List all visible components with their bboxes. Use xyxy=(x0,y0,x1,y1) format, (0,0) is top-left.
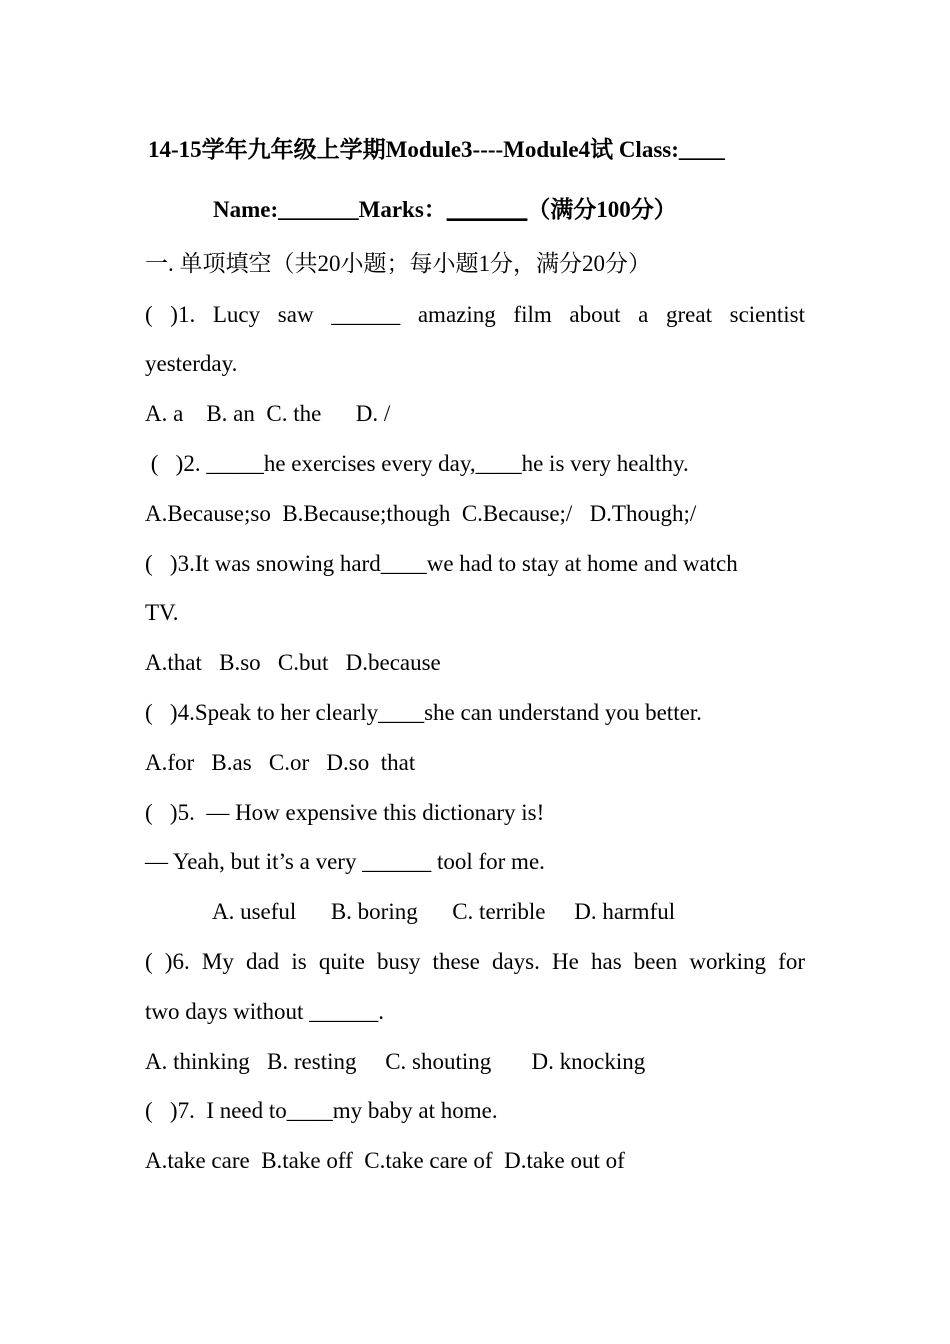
question-2-options: A.Because;so B.Because;though C.Because;/ D.Though;/ xyxy=(145,501,697,526)
question-1-stem-cont: yesterday. xyxy=(145,351,238,376)
question-4-stem: ( )4.Speak to her clearly____she can understand you better. xyxy=(145,700,702,725)
question-1-stem: ( )1. Lucy saw ______ amazing film about a great scientist xyxy=(145,302,805,327)
question-3-stem: ( )3.It was snowing hard____we had to stay at home and watch xyxy=(145,551,738,576)
section-heading: 一. 单项填空（共20小题；每小题1分，满分20分） xyxy=(145,251,651,276)
question-7-options: A.take care B.take off C.take care of D.take out of xyxy=(145,1148,625,1173)
question-6-options: A. thinking B. resting C. shouting D. knocking xyxy=(145,1049,646,1074)
question-5-stem: ( )5. — How expensive this dictionary is! xyxy=(145,800,545,825)
full-score: （满分100分） xyxy=(527,197,677,222)
question-3-options: A.that B.so C.but D.because xyxy=(145,650,441,675)
question-1-options: A. a B. an C. the D. / xyxy=(145,401,391,426)
title-line1: 14-15学年九年级上学期Module3----Module4试 Class:____ xyxy=(148,137,725,162)
exam-title xyxy=(148,136,808,164)
question-3-stem-cont: TV. xyxy=(145,600,179,625)
question-5-options: A. useful B. boring C. terrible D. harmful xyxy=(212,899,676,924)
question-5-stem-cont: — Yeah, but it’s a very ______ tool for me. xyxy=(145,849,545,874)
question-2-stem: ( )2. _____he exercises every day,____he is very healthy. xyxy=(145,451,689,476)
question-6-stem: ( )6. My dad is quite busy these days. He has been working for xyxy=(145,949,805,974)
name-marks-line xyxy=(213,196,873,224)
question-6-stem-cont: two days without ______. xyxy=(145,999,384,1024)
question-4-options: A.for B.as C.or D.so that xyxy=(145,750,416,775)
marks-blank: _______ xyxy=(446,197,528,222)
name-marks-label: Name:_______Marks： xyxy=(213,197,447,222)
question-7-stem: ( )7. I need to____my baby at home. xyxy=(145,1098,498,1123)
